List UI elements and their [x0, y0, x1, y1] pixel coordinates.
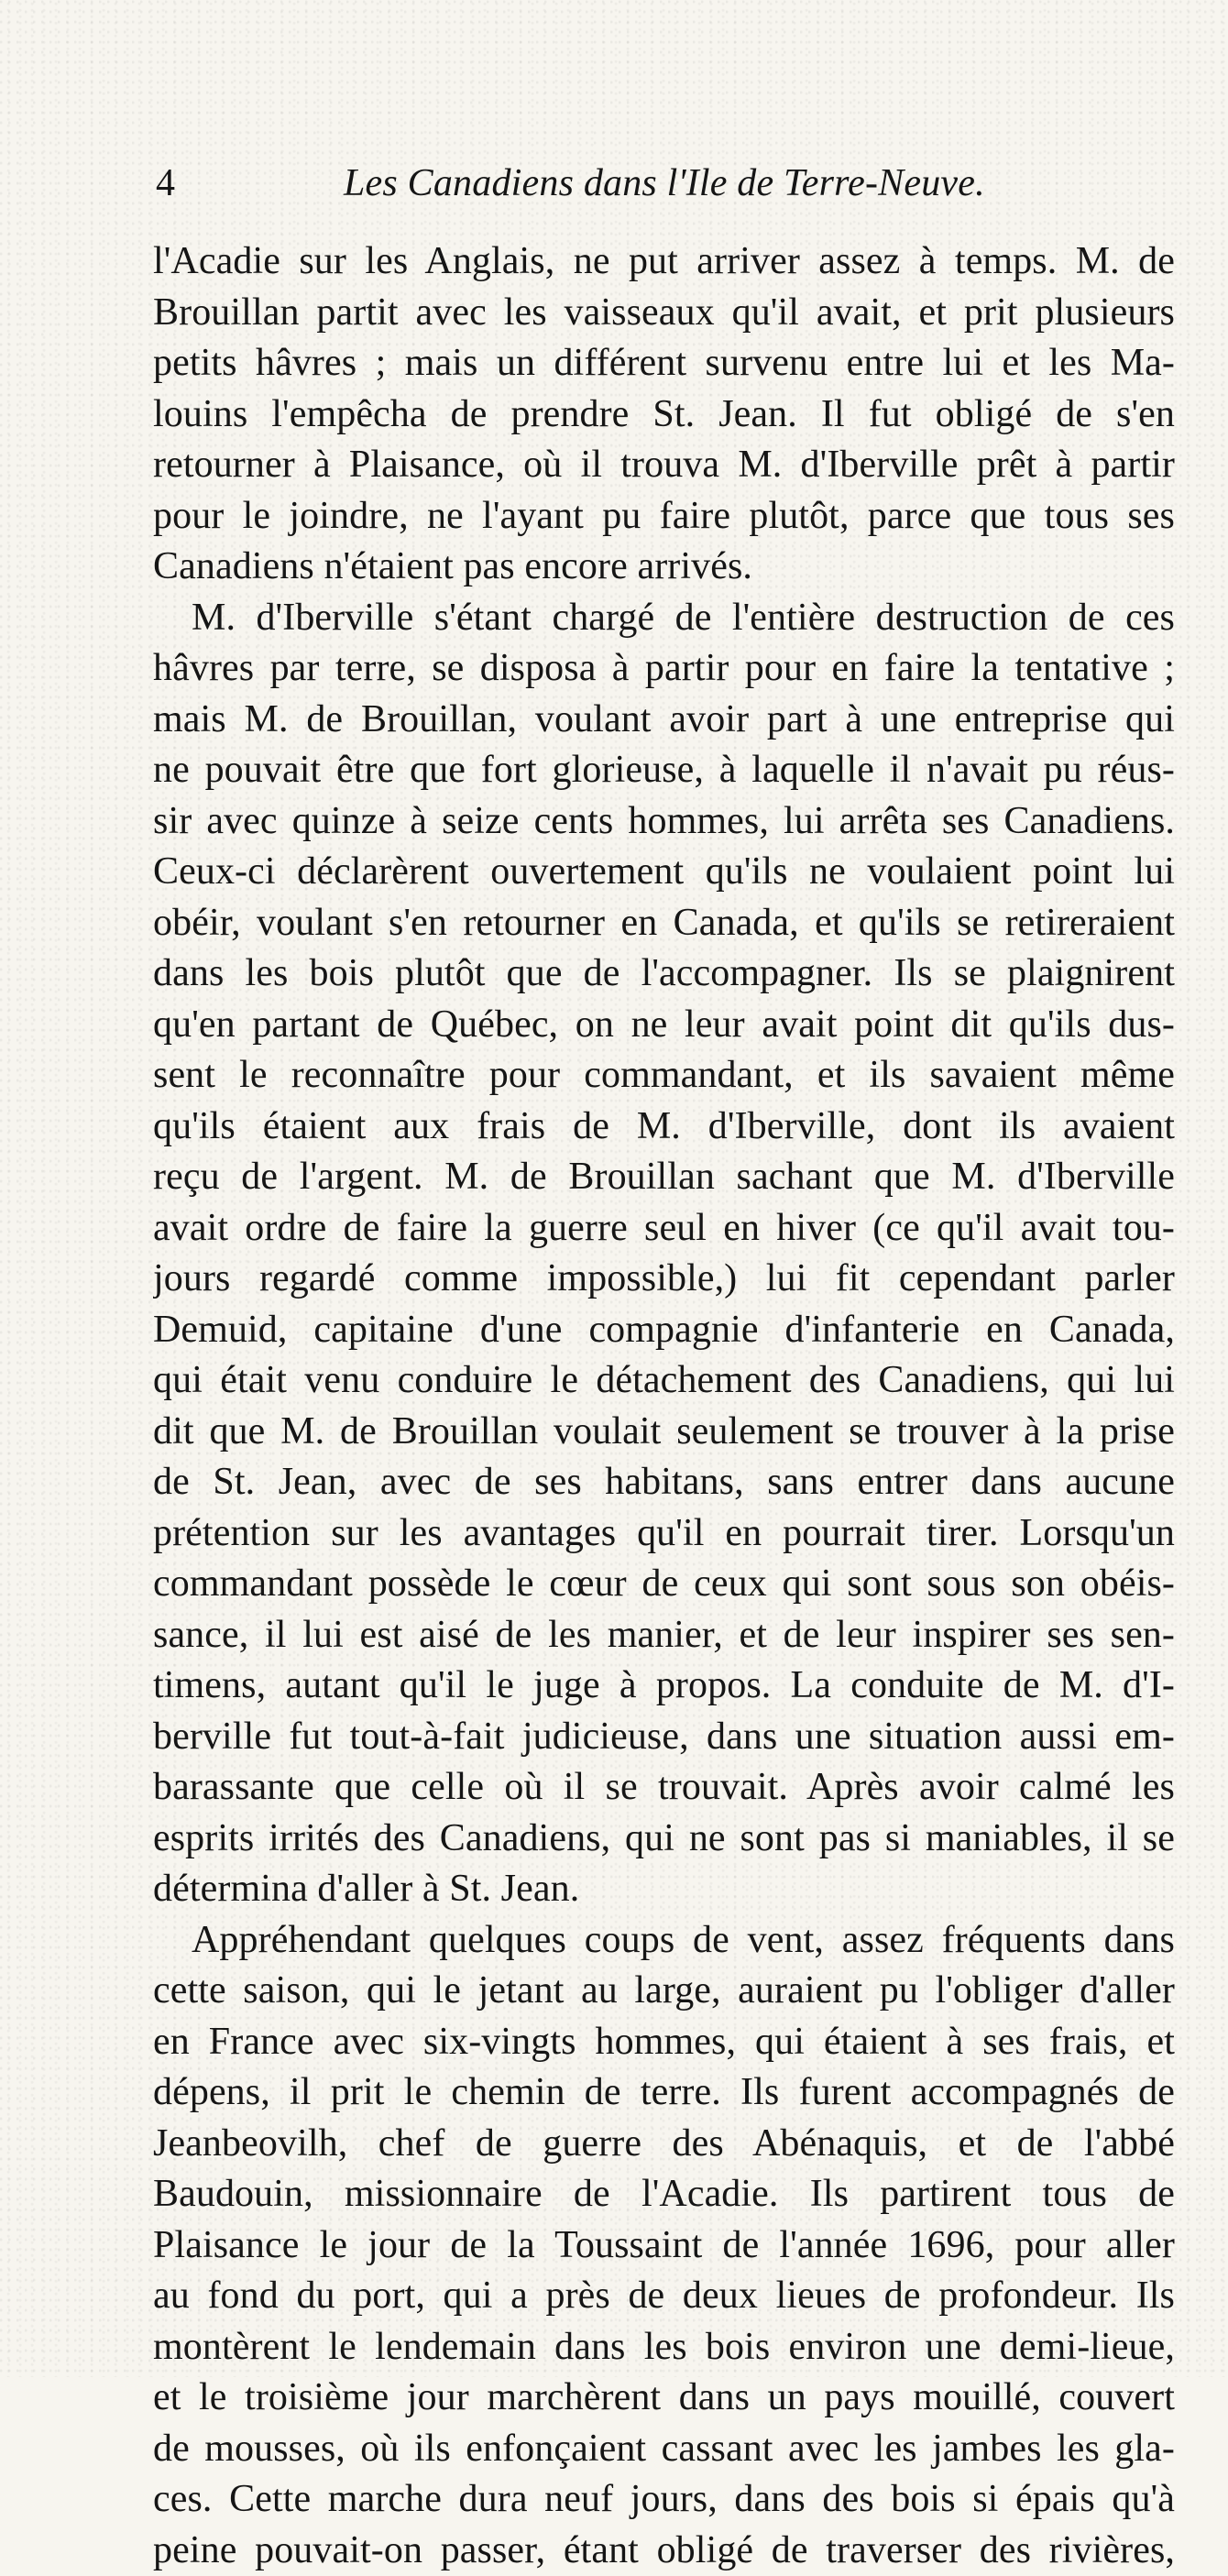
text-line: esprits irrités des Canadiens, qui ne sont pas si maniables, il se: [153, 1814, 1175, 1865]
running-title: Les Canadiens dans l'Ile de Terre-Neuve.: [344, 156, 985, 211]
text-line: de St. Jean, avec de ses habitans, sans entrer dans aucune: [153, 1457, 1175, 1508]
text-line: au fond du port, qui a près de deux lieues de profondeur. Ils: [153, 2271, 1175, 2322]
text-line: Appréhendant quelques coups de vent, assez fréquents dans: [153, 1915, 1175, 1967]
text-line: montèrent le lendemain dans les bois environ une demi-lieue,: [153, 2322, 1175, 2373]
text-line: sance, il lui est aisé de les manier, et de leur inspirer ses sen-: [153, 1610, 1175, 1661]
text-line: de mousses, où ils enfonçaient cassant avec les jambes les gla-: [153, 2424, 1175, 2475]
text-line: M. d'Iberville s'étant chargé de l'entière destruction de ces: [153, 593, 1175, 644]
text-line: sir avec quinze à seize cents hommes, lui arrêta ses Canadiens.: [153, 796, 1175, 848]
text-line: cette saison, qui le jetant au large, auraient pu l'obliger d'aller: [153, 1966, 1175, 2017]
text-line: Jeanbeovilh, chef de guerre des Abénaquis, et de l'abbé: [153, 2119, 1175, 2170]
text-line: ces. Cette marche dura neuf jours, dans des bois si épais qu'à: [153, 2474, 1175, 2526]
text-line: hâvres par terre, se disposa à partir pour en faire la tentative ;: [153, 643, 1175, 695]
text-line: peine pouvait-on passer, étant obligé de traverser des rivières,: [153, 2526, 1175, 2576]
text-line: qui était venu conduire le détachement des Canadiens, qui lui: [153, 1355, 1175, 1407]
page-number: 4: [156, 156, 175, 211]
text-line: petits hâvres ; mais un différent survenu entre lui et les Ma-: [153, 338, 1175, 389]
text-line: dit que M. de Brouillan voulait seulement se trouver à la prise: [153, 1407, 1175, 1458]
text-line: sent le reconnaître pour commandant, et ils savaient même: [153, 1050, 1175, 1102]
text-line: Demuid, capitaine d'une compagnie d'infanterie en Canada,: [153, 1305, 1175, 1356]
text-line: Canadiens n'étaient pas encore arrivés.: [153, 542, 1175, 593]
text-line: obéir, voulant s'en retourner en Canada, et qu'ils se retireraient: [153, 898, 1175, 949]
text-line: en France avec six-vingts hommes, qui étaient à ses frais, et: [153, 2017, 1175, 2068]
body-text: [153, 236, 1175, 2576]
text-line: retourner à Plaisance, où il trouva M. d'Iberville prêt à partir: [153, 440, 1175, 491]
text-line: qu'ils étaient aux frais de M. d'Iberville, dont ils avaient: [153, 1102, 1175, 1153]
text-line: Brouillan partit avec les vaisseaux qu'il avait, et prit plusieurs: [153, 288, 1175, 339]
text-line: dépens, il prit le chemin de terre. Ils furent accompagnés de: [153, 2067, 1175, 2119]
text-line: reçu de l'argent. M. de Brouillan sachant que M. d'Iberville: [153, 1152, 1175, 1203]
text-line: barassante que celle où il se trouvait. Après avoir calmé les: [153, 1762, 1175, 1814]
text-line: et le troisième jour marchèrent dans un pays mouillé, couvert: [153, 2373, 1175, 2424]
page-header: [156, 156, 1072, 211]
text-line: louins l'empêcha de prendre St. Jean. Il fut obligé de s'en: [153, 389, 1175, 441]
text-line: jours regardé comme impossible,) lui fit cependant parler: [153, 1254, 1175, 1305]
text-line: timens, autant qu'il le juge à propos. La conduite de M. d'I-: [153, 1661, 1175, 1712]
text-line: qu'en partant de Québec, on ne leur avait point dit qu'ils dus-: [153, 1000, 1175, 1051]
text-line: dans les bois plutôt que de l'accompagner. Ils se plaignirent: [153, 948, 1175, 1000]
text-line: prétention sur les avantages qu'il en pourrait tirer. Lorsqu'un: [153, 1508, 1175, 1560]
text-line: Baudouin, missionnaire de l'Acadie. Ils partirent tous de: [153, 2169, 1175, 2220]
text-line: berville fut tout-à-fait judicieuse, dans une situation aussi em-: [153, 1712, 1175, 1763]
text-line: détermina d'aller à St. Jean.: [153, 1864, 1175, 1915]
text-line: ne pouvait être que fort glorieuse, à laquelle il n'avait pu réus-: [153, 745, 1175, 796]
text-line: pour le joindre, ne l'ayant pu faire plutôt, parce que tous ses: [153, 491, 1175, 543]
text-line: Plaisance le jour de la Toussaint de l'année 1696, pour aller: [153, 2220, 1175, 2272]
text-line: commandant possède le cœur de ceux qui sont sous son obéis-: [153, 1559, 1175, 1610]
text-line: avait ordre de faire la guerre seul en hiver (ce qu'il avait tou-: [153, 1203, 1175, 1255]
text-line: l'Acadie sur les Anglais, ne put arriver assez à temps. M. de: [153, 236, 1175, 288]
text-line: mais M. de Brouillan, voulant avoir part à une entreprise qui: [153, 695, 1175, 746]
text-line: Ceux-ci déclarèrent ouvertement qu'ils ne voulaient point lui: [153, 847, 1175, 898]
